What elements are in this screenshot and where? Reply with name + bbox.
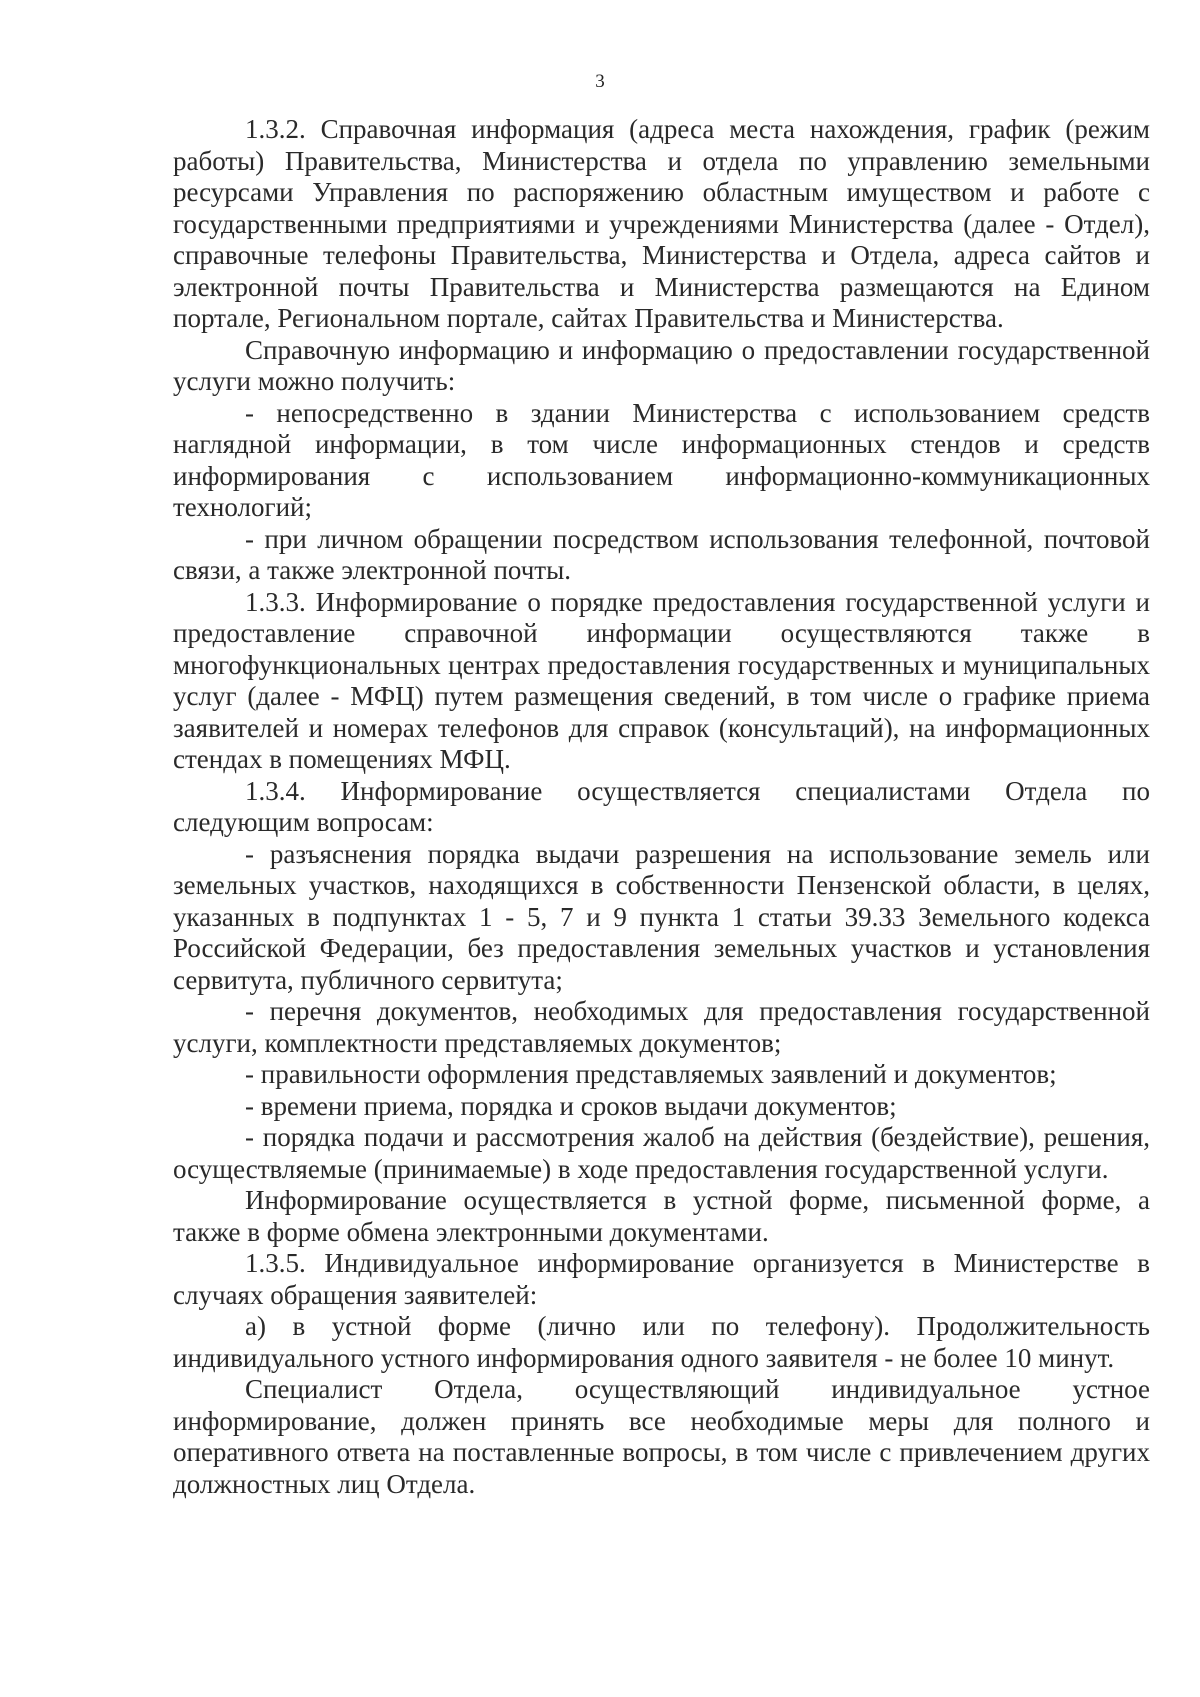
list-item-ministry-building: - непосредственно в здании Министерства с использованием средств наглядной информации, в том числе информационных стендов и средств информирования с использованием информационно-коммуникационных технологий; [173, 397, 1150, 522]
page-number: 3 [595, 71, 605, 92]
paragraph-info-forms: Информирование осуществляется в устной форме, письменной форме, а также в форме обмена электронными документами. [173, 1185, 1150, 1247]
list-item-permit-explanation: - разъяснения порядка выдачи разрешения на использование земель или земельных участков, находящихся в собственности Пензенской области, в целях, указанных в подпунктах 1 - 5, 7 и 9 пункта 1 статьи 39.33 Земельного кодекса Российской Федерации, без предоставления земельных участков и установления сервитута, публичного сервитута; [173, 838, 1150, 995]
paragraph-1-3-3: 1.3.3. Информирование о порядке предоставления государственной услуги и предоставление справочной информации осуществляются также в многофункциональных центрах предоставления государственных и муниципальных услуг (далее - МФЦ) путем размещения сведений, в том числе о графике приема заявителей и номерах телефонов для справок (консультаций), на информационных стендах в помещениях МФЦ. [173, 586, 1150, 774]
list-item-oral-form: а) в устной форме (лично или по телефону). Продолжительность индивидуального устного информирования одного заявителя - не более 10 минут. [173, 1311, 1150, 1373]
list-item-personal-appeal: - при личном обращении посредством использования телефонной, почтовой связи, а также электронной почты. [173, 523, 1150, 585]
paragraph-1-3-4: 1.3.4. Информирование осуществляется специалистами Отдела по следующим вопросам: [173, 775, 1150, 837]
paragraph-1-3-2: 1.3.2. Справочная информация (адреса места нахождения, график (режим работы) Правительства, Министерства и отдела по управлению земельными ресурсами Управления по распоряжению областным имуществом и работе с государственными предприятиями и учреждениями Министерства (далее - Отдел), справочные телефоны Правительства, Министерства и Отдела, адреса сайтов и электронной почты Правительства и Министерства размещаются на Едином портале, Региональном портале, сайтах Правительства и Министерства. [173, 114, 1150, 333]
paragraph-reference-info: Справочную информацию и информацию о предоставлении государственной услуги можно получить: [173, 334, 1150, 396]
paragraph-specialist: Специалист Отдела, осуществляющий индивидуальное устное информирование, должен принять все необходимые меры для полного и оперативного ответа на поставленные вопросы, в том числе с привлечением других должностных лиц Отдела. [173, 1374, 1150, 1499]
list-item-complaints: - порядка подачи и рассмотрения жалоб на действия (бездействие), решения, осуществляемые (принимаемые) в ходе предоставления государственной услуги. [173, 1122, 1150, 1184]
list-item-correct-forms: - правильности оформления представляемых заявлений и документов; [245, 1059, 1057, 1089]
list-item-reception-time: - времени приема, порядка и сроков выдачи документов; [245, 1090, 897, 1121]
paragraph-1-3-5: 1.3.5. Индивидуальное информирование организуется в Министерстве в случаях обращения заявителей: [173, 1248, 1150, 1310]
document-body [173, 114, 1150, 1500]
list-item-document-list: - перечня документов, необходимых для предоставления государственной услуги, комплектности представляемых документов; [173, 996, 1150, 1058]
